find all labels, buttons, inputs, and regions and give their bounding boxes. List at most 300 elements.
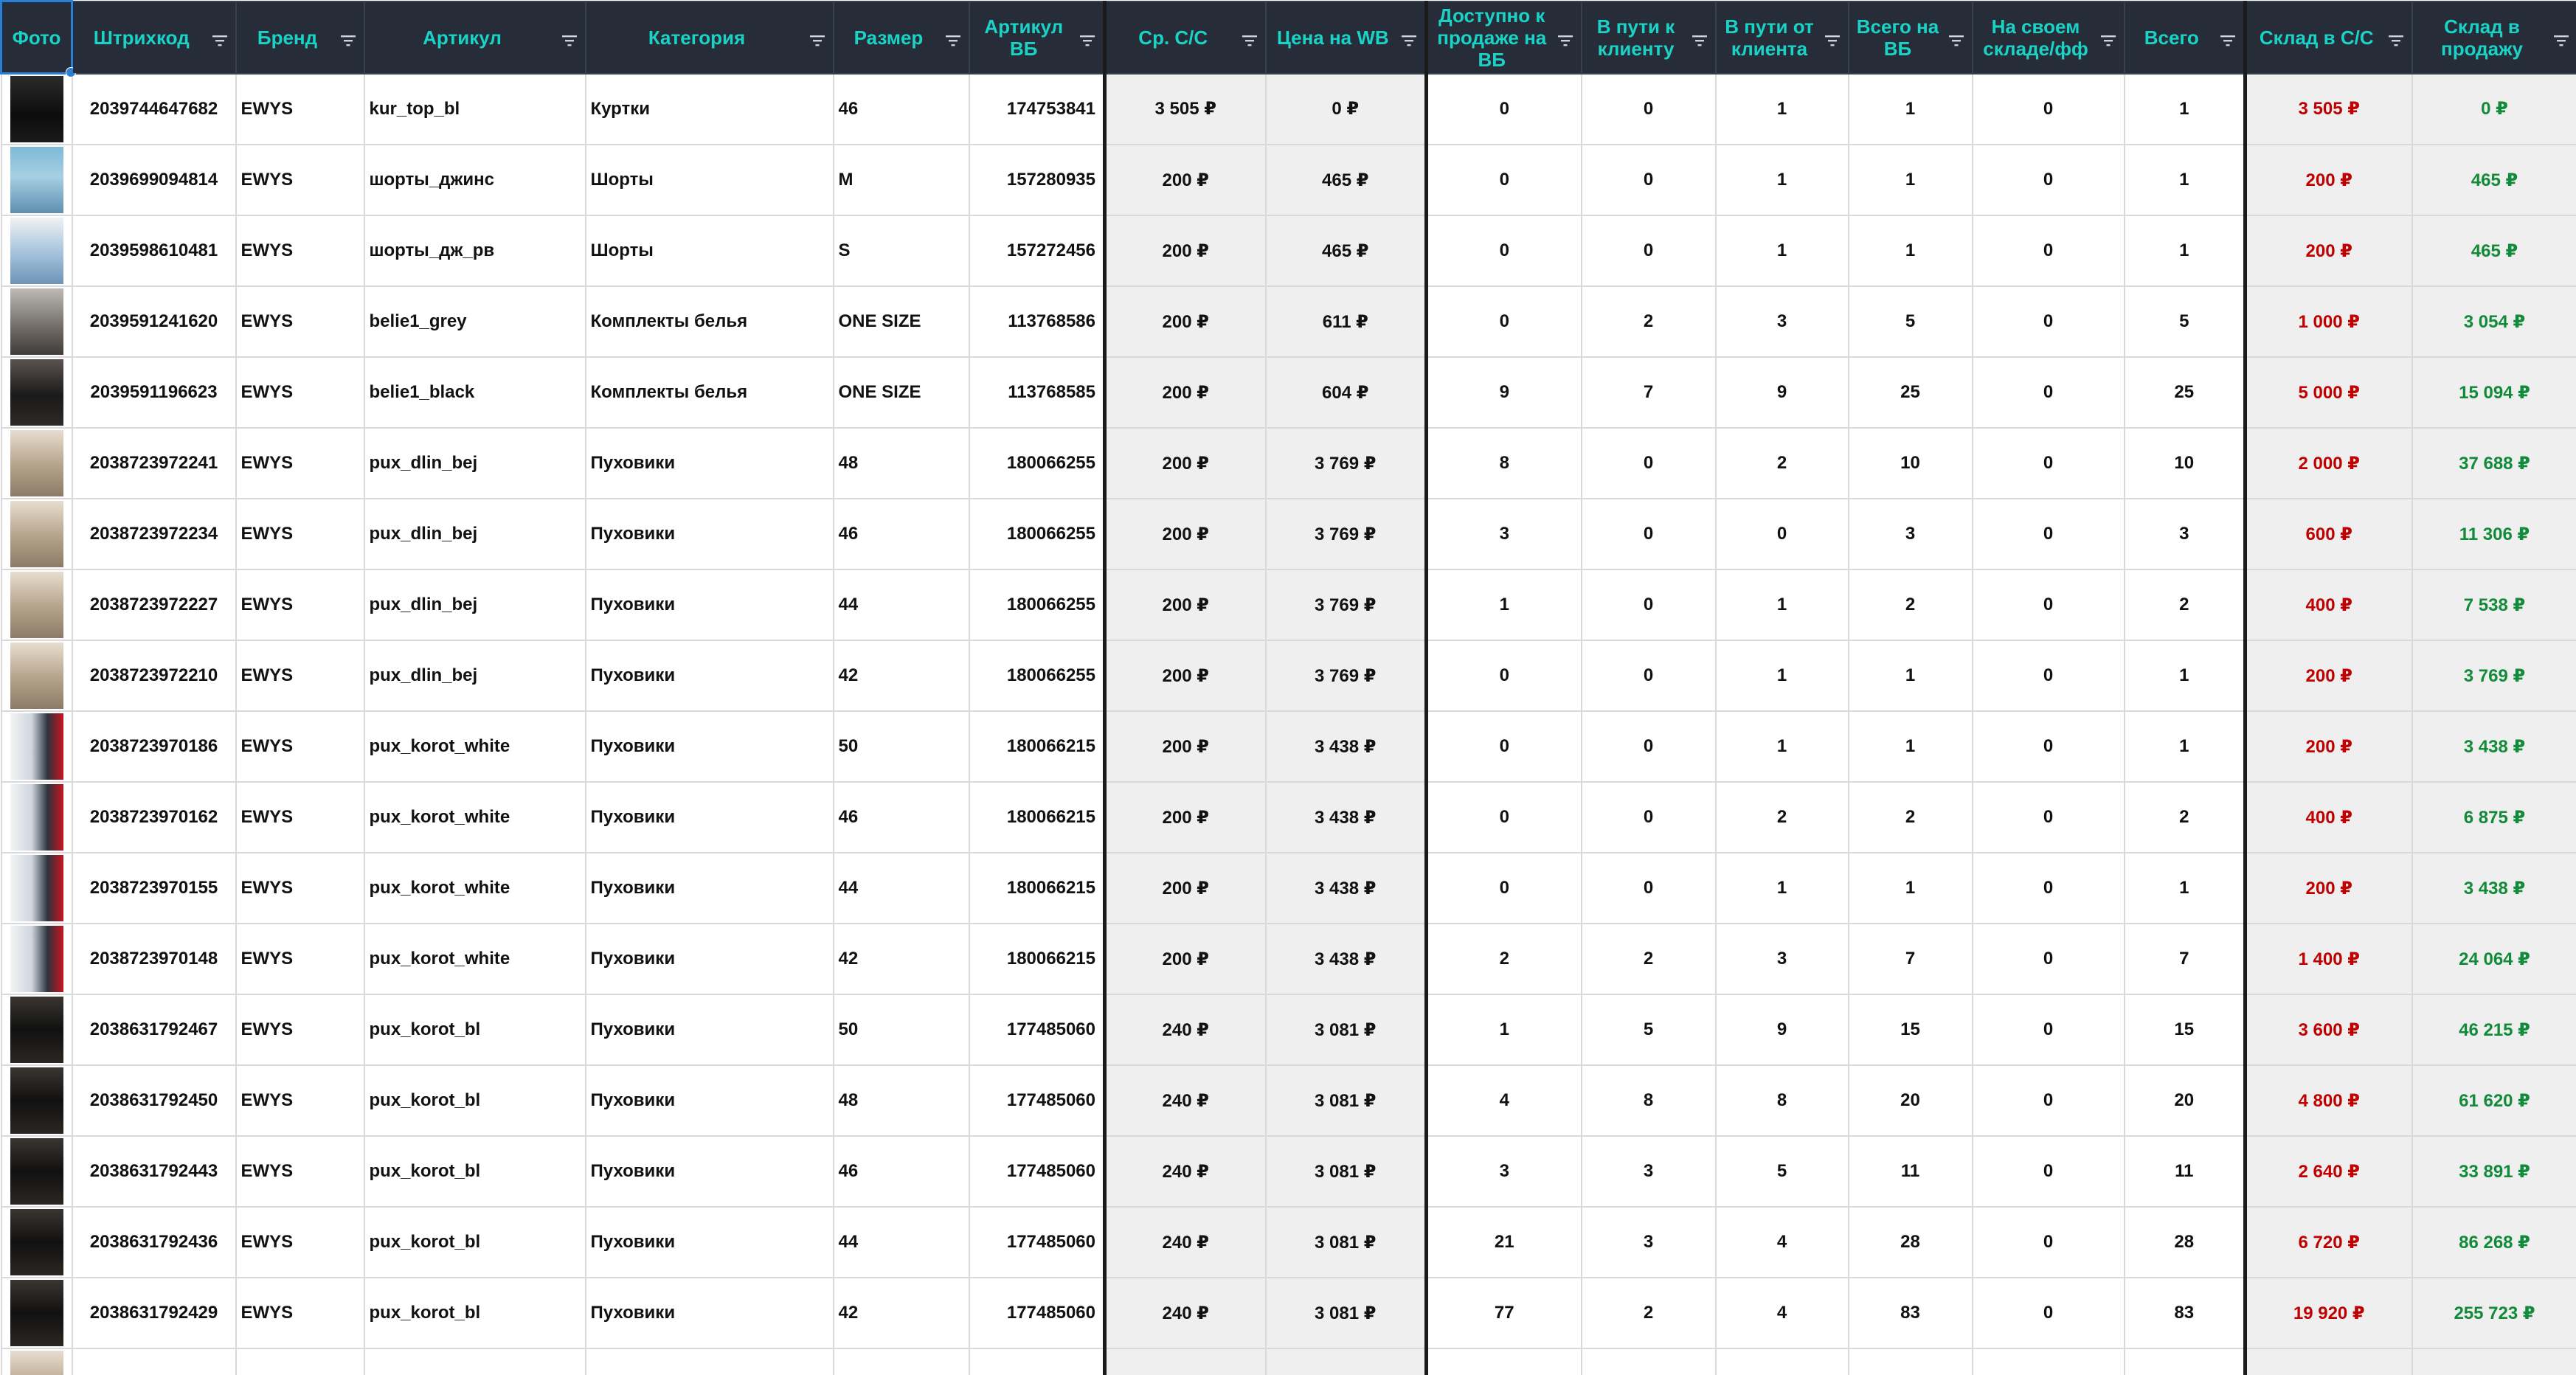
cell-brand[interactable]: EWYS <box>236 1136 364 1207</box>
photo-cell[interactable] <box>1 994 72 1065</box>
cell-wb-article[interactable]: 174753841 <box>969 74 1105 145</box>
cell-cost[interactable]: 200 ₽ <box>1105 499 1266 569</box>
cell-total-wb[interactable]: 7 <box>1849 924 1973 994</box>
cell-barcode[interactable]: 2039744647682 <box>72 74 236 145</box>
cell-total[interactable]: 7 <box>2125 924 2246 994</box>
cell-total[interactable]: 1 <box>2125 74 2246 145</box>
cell-own-stock[interactable]: 0 <box>1973 1136 2125 1207</box>
cell-cost[interactable] <box>1105 1348 1266 1375</box>
cell-stock-cost[interactable]: 400 ₽ <box>2246 782 2412 853</box>
cell-wb-article[interactable]: 157272456 <box>969 215 1105 286</box>
cell-total-wb[interactable]: 25 <box>1849 357 1973 428</box>
cell-article[interactable]: шорты_дж_рв <box>364 215 586 286</box>
filter-icon[interactable] <box>561 30 578 45</box>
cell-stock-sale[interactable]: 255 723 ₽ <box>2412 1278 2576 1348</box>
cell-brand[interactable]: EWYS <box>236 711 364 782</box>
cell-available[interactable]: 4 <box>1427 1065 1582 1136</box>
cell-stock-cost[interactable]: 3 600 ₽ <box>2246 994 2412 1065</box>
column-header-8[interactable] <box>1266 1 1427 74</box>
cell-wb-article[interactable]: 180066215 <box>969 853 1105 924</box>
cell-to-client[interactable]: 0 <box>1582 853 1716 924</box>
table-row[interactable] <box>1 1136 2576 1207</box>
cell-stock-cost[interactable]: 600 ₽ <box>2246 499 2412 569</box>
filter-icon[interactable] <box>2388 30 2404 45</box>
cell-stock-sale[interactable]: 3 054 ₽ <box>2412 286 2576 357</box>
cell-stock-sale[interactable]: 0 ₽ <box>2412 74 2576 145</box>
cell-total-wb[interactable]: 15 <box>1849 994 1973 1065</box>
cell-barcode[interactable]: 2038631792429 <box>72 1278 236 1348</box>
cell-to-client[interactable]: 0 <box>1582 499 1716 569</box>
cell-own-stock[interactable]: 0 <box>1973 145 2125 215</box>
cell-cost[interactable]: 200 ₽ <box>1105 357 1266 428</box>
cell-barcode[interactable]: 2039699094814 <box>72 145 236 215</box>
cell-brand[interactable]: EWYS <box>236 1065 364 1136</box>
cell-available[interactable]: 21 <box>1427 1207 1582 1278</box>
cell-brand[interactable]: EWYS <box>236 782 364 853</box>
cell-size[interactable]: 50 <box>834 994 969 1065</box>
cell-article[interactable]: pux_korot_bl <box>364 994 586 1065</box>
cell-wb-article[interactable]: 180066255 <box>969 499 1105 569</box>
cell-available[interactable]: 0 <box>1427 145 1582 215</box>
cell-total-wb[interactable]: 83 <box>1849 1278 1973 1348</box>
cell-wb-article[interactable]: 180066215 <box>969 711 1105 782</box>
cell-total-wb[interactable]: 20 <box>1849 1065 1973 1136</box>
cell-stock-sale[interactable] <box>2412 1348 2576 1375</box>
cell-article[interactable]: pux_korot_white <box>364 711 586 782</box>
photo-cell[interactable] <box>1 145 72 215</box>
cell-price[interactable]: 604 ₽ <box>1266 357 1427 428</box>
cell-available[interactable]: 77 <box>1427 1278 1582 1348</box>
table-row[interactable] <box>1 853 2576 924</box>
cell-to-client[interactable]: 0 <box>1582 640 1716 711</box>
cell-total[interactable]: 1 <box>2125 711 2246 782</box>
cell-category[interactable]: Пуховики <box>586 1065 834 1136</box>
cell-wb-article[interactable]: 113768586 <box>969 286 1105 357</box>
cell-own-stock[interactable]: 0 <box>1973 1278 2125 1348</box>
cell-stock-sale[interactable]: 86 268 ₽ <box>2412 1207 2576 1278</box>
table-row[interactable] <box>1 215 2576 286</box>
cell-total[interactable]: 11 <box>2125 1136 2246 1207</box>
cell-from-client[interactable]: 1 <box>1716 569 1849 640</box>
cell-total-wb[interactable]: 2 <box>1849 569 1973 640</box>
photo-cell[interactable] <box>1 640 72 711</box>
column-header-4[interactable] <box>586 1 834 74</box>
cell-barcode[interactable]: 2038723972234 <box>72 499 236 569</box>
cell-stock-sale[interactable]: 465 ₽ <box>2412 145 2576 215</box>
cell-brand[interactable]: EWYS <box>236 924 364 994</box>
cell-own-stock[interactable]: 0 <box>1973 994 2125 1065</box>
cell-size[interactable]: 46 <box>834 499 969 569</box>
cell-cost[interactable]: 200 ₽ <box>1105 782 1266 853</box>
cell-stock-cost[interactable]: 200 ₽ <box>2246 853 2412 924</box>
cell-article[interactable]: belie1_grey <box>364 286 586 357</box>
cell-size[interactable]: 46 <box>834 1136 969 1207</box>
photo-cell[interactable] <box>1 1278 72 1348</box>
cell-from-client[interactable]: 4 <box>1716 1207 1849 1278</box>
table-row[interactable] <box>1 924 2576 994</box>
cell-size[interactable] <box>834 1348 969 1375</box>
cell-category[interactable]: Шорты <box>586 215 834 286</box>
cell-category[interactable]: Пуховики <box>586 924 834 994</box>
cell-available[interactable]: 0 <box>1427 640 1582 711</box>
cell-category[interactable]: Пуховики <box>586 711 834 782</box>
cell-available[interactable]: 0 <box>1427 853 1582 924</box>
cell-price[interactable]: 3 438 ₽ <box>1266 711 1427 782</box>
cell-price[interactable]: 3 081 ₽ <box>1266 1278 1427 1348</box>
cell-own-stock[interactable]: 0 <box>1973 640 2125 711</box>
photo-cell[interactable] <box>1 782 72 853</box>
cell-available[interactable]: 8 <box>1427 428 1582 499</box>
cell-total-wb[interactable]: 1 <box>1849 640 1973 711</box>
cell-from-client[interactable]: 1 <box>1716 145 1849 215</box>
cell-brand[interactable]: EWYS <box>236 286 364 357</box>
filter-icon[interactable] <box>2100 30 2116 45</box>
cell-price[interactable]: 611 ₽ <box>1266 286 1427 357</box>
cell-stock-cost[interactable]: 1 000 ₽ <box>2246 286 2412 357</box>
cell-wb-article[interactable]: 177485060 <box>969 1207 1105 1278</box>
cell-total[interactable]: 1 <box>2125 215 2246 286</box>
cell-stock-sale[interactable]: 3 769 ₽ <box>2412 640 2576 711</box>
cell-cost[interactable]: 200 ₽ <box>1105 853 1266 924</box>
cell-total[interactable]: 1 <box>2125 145 2246 215</box>
cell-to-client[interactable]: 7 <box>1582 357 1716 428</box>
cell-cost[interactable]: 200 ₽ <box>1105 215 1266 286</box>
cell-price[interactable]: 3 081 ₽ <box>1266 1136 1427 1207</box>
table-row[interactable] <box>1 1207 2576 1278</box>
cell-brand[interactable]: EWYS <box>236 569 364 640</box>
column-header-15[interactable] <box>2246 1 2412 74</box>
cell-total-wb[interactable]: 1 <box>1849 711 1973 782</box>
cell-stock-cost[interactable]: 200 ₽ <box>2246 640 2412 711</box>
column-header-5[interactable] <box>834 1 969 74</box>
cell-size[interactable]: S <box>834 215 969 286</box>
cell-category[interactable]: Пуховики <box>586 994 834 1065</box>
cell-cost[interactable]: 200 ₽ <box>1105 428 1266 499</box>
cell-total[interactable]: 2 <box>2125 569 2246 640</box>
cell-barcode[interactable]: 2039598610481 <box>72 215 236 286</box>
photo-cell[interactable] <box>1 74 72 145</box>
photo-cell[interactable] <box>1 357 72 428</box>
cell-stock-sale[interactable]: 46 215 ₽ <box>2412 994 2576 1065</box>
cell-category[interactable]: Пуховики <box>586 782 834 853</box>
cell-own-stock[interactable]: 0 <box>1973 74 2125 145</box>
cell-from-client[interactable]: 0 <box>1716 499 1849 569</box>
cell-available[interactable]: 2 <box>1427 924 1582 994</box>
photo-cell[interactable] <box>1 1136 72 1207</box>
cell-stock-cost[interactable]: 3 505 ₽ <box>2246 74 2412 145</box>
photo-cell[interactable] <box>1 569 72 640</box>
cell-to-client[interactable]: 2 <box>1582 286 1716 357</box>
cell-stock-sale[interactable]: 37 688 ₽ <box>2412 428 2576 499</box>
table-row[interactable] <box>1 569 2576 640</box>
table-row[interactable] <box>1 782 2576 853</box>
table-row[interactable] <box>1 640 2576 711</box>
cell-category[interactable]: Куртки <box>586 74 834 145</box>
cell-size[interactable]: 44 <box>834 853 969 924</box>
cell-category[interactable]: Комплекты белья <box>586 357 834 428</box>
cell-available[interactable]: 9 <box>1427 357 1582 428</box>
cell-from-client[interactable]: 1 <box>1716 853 1849 924</box>
cell-to-client[interactable]: 0 <box>1582 569 1716 640</box>
table-row[interactable] <box>1 1278 2576 1348</box>
cell-brand[interactable]: EWYS <box>236 640 364 711</box>
cell-brand[interactable]: EWYS <box>236 74 364 145</box>
cell-total-wb[interactable]: 10 <box>1849 428 1973 499</box>
cell-total-wb[interactable]: 1 <box>1849 74 1973 145</box>
cell-size[interactable]: 44 <box>834 1207 969 1278</box>
cell-cost[interactable]: 3 505 ₽ <box>1105 74 1266 145</box>
column-header-14[interactable] <box>2125 1 2246 74</box>
cell-cost[interactable]: 200 ₽ <box>1105 640 1266 711</box>
cell-price[interactable]: 3 438 ₽ <box>1266 782 1427 853</box>
cell-own-stock[interactable]: 0 <box>1973 357 2125 428</box>
table-row[interactable] <box>1 357 2576 428</box>
cell-total-wb[interactable]: 5 <box>1849 286 1973 357</box>
cell-available[interactable]: 0 <box>1427 711 1582 782</box>
filter-icon[interactable] <box>1948 30 1964 45</box>
cell-price[interactable]: 3 769 ₽ <box>1266 499 1427 569</box>
cell-total-wb[interactable]: 28 <box>1849 1207 1973 1278</box>
cell-size[interactable]: 44 <box>834 569 969 640</box>
cell-barcode[interactable]: 2038723972227 <box>72 569 236 640</box>
cell-available[interactable] <box>1427 1348 1582 1375</box>
cell-wb-article[interactable]: 180066215 <box>969 924 1105 994</box>
cell-stock-cost[interactable]: 1 400 ₽ <box>2246 924 2412 994</box>
table-row[interactable] <box>1 1348 2576 1375</box>
cell-brand[interactable]: EWYS <box>236 428 364 499</box>
cell-total-wb[interactable]: 1 <box>1849 145 1973 215</box>
filter-icon[interactable] <box>1692 30 1708 45</box>
cell-total[interactable]: 25 <box>2125 357 2246 428</box>
photo-cell[interactable] <box>1 853 72 924</box>
cell-own-stock[interactable]: 0 <box>1973 499 2125 569</box>
cell-from-client[interactable]: 2 <box>1716 782 1849 853</box>
cell-total[interactable]: 2 <box>2125 782 2246 853</box>
cell-barcode[interactable]: 2038723972241 <box>72 428 236 499</box>
table-row[interactable] <box>1 711 2576 782</box>
cell-stock-sale[interactable]: 15 094 ₽ <box>2412 357 2576 428</box>
cell-article[interactable]: kur_top_bl <box>364 74 586 145</box>
filter-icon[interactable] <box>1401 30 1417 45</box>
cell-brand[interactable]: EWYS <box>236 215 364 286</box>
filter-icon[interactable] <box>2553 30 2569 45</box>
filter-icon[interactable] <box>340 30 356 45</box>
cell-stock-cost[interactable]: 5 000 ₽ <box>2246 357 2412 428</box>
cell-size[interactable]: M <box>834 145 969 215</box>
cell-wb-article[interactable]: 157280935 <box>969 145 1105 215</box>
column-header-12[interactable] <box>1849 1 1973 74</box>
cell-cost[interactable]: 200 ₽ <box>1105 569 1266 640</box>
cell-article[interactable]: pux_korot_white <box>364 782 586 853</box>
cell-from-client[interactable]: 8 <box>1716 1065 1849 1136</box>
cell-stock-cost[interactable]: 400 ₽ <box>2246 569 2412 640</box>
photo-cell[interactable] <box>1 924 72 994</box>
cell-stock-cost[interactable]: 2 640 ₽ <box>2246 1136 2412 1207</box>
cell-article[interactable]: pux_korot_white <box>364 924 586 994</box>
table-row[interactable] <box>1 499 2576 569</box>
cell-article[interactable]: belie1_black <box>364 357 586 428</box>
cell-total[interactable]: 28 <box>2125 1207 2246 1278</box>
cell-from-client[interactable]: 3 <box>1716 924 1849 994</box>
cell-category[interactable]: Пуховики <box>586 428 834 499</box>
cell-brand[interactable]: EWYS <box>236 357 364 428</box>
cell-from-client[interactable]: 4 <box>1716 1278 1849 1348</box>
column-header-6[interactable] <box>969 1 1105 74</box>
cell-total-wb[interactable]: 1 <box>1849 853 1973 924</box>
cell-to-client[interactable] <box>1582 1348 1716 1375</box>
cell-category[interactable]: Комплекты белья <box>586 286 834 357</box>
cell-cost[interactable]: 240 ₽ <box>1105 994 1266 1065</box>
cell-price[interactable]: 3 438 ₽ <box>1266 853 1427 924</box>
cell-available[interactable]: 1 <box>1427 569 1582 640</box>
cell-total[interactable]: 5 <box>2125 286 2246 357</box>
cell-own-stock[interactable]: 0 <box>1973 428 2125 499</box>
filter-icon[interactable] <box>2220 30 2236 45</box>
cell-barcode[interactable]: 2038723970155 <box>72 853 236 924</box>
filter-icon[interactable] <box>1242 30 1258 45</box>
photo-cell[interactable] <box>1 711 72 782</box>
cell-stock-sale[interactable]: 465 ₽ <box>2412 215 2576 286</box>
cell-cost[interactable]: 240 ₽ <box>1105 1065 1266 1136</box>
cell-size[interactable]: 48 <box>834 1065 969 1136</box>
cell-wb-article[interactable]: 180066255 <box>969 428 1105 499</box>
cell-article[interactable]: pux_dlin_bej <box>364 428 586 499</box>
cell-brand[interactable] <box>236 1348 364 1375</box>
cell-wb-article[interactable]: 177485060 <box>969 1278 1105 1348</box>
cell-to-client[interactable]: 0 <box>1582 428 1716 499</box>
cell-size[interactable]: ONE SIZE <box>834 286 969 357</box>
cell-cost[interactable]: 240 ₽ <box>1105 1278 1266 1348</box>
column-header-9[interactable] <box>1427 1 1582 74</box>
cell-from-client[interactable]: 1 <box>1716 711 1849 782</box>
cell-own-stock[interactable]: 0 <box>1973 782 2125 853</box>
cell-price[interactable]: 3 438 ₽ <box>1266 924 1427 994</box>
cell-brand[interactable]: EWYS <box>236 499 364 569</box>
cell-total-wb[interactable]: 11 <box>1849 1136 1973 1207</box>
cell-total[interactable]: 3 <box>2125 499 2246 569</box>
cell-wb-article[interactable]: 177485060 <box>969 1065 1105 1136</box>
cell-price[interactable]: 3 769 ₽ <box>1266 569 1427 640</box>
cell-to-client[interactable]: 2 <box>1582 1278 1716 1348</box>
cell-own-stock[interactable]: 0 <box>1973 1065 2125 1136</box>
cell-stock-sale[interactable]: 33 891 ₽ <box>2412 1136 2576 1207</box>
cell-stock-cost[interactable]: 200 ₽ <box>2246 145 2412 215</box>
cell-total[interactable]: 1 <box>2125 640 2246 711</box>
column-header-0[interactable] <box>1 1 72 74</box>
filter-icon[interactable] <box>1557 30 1573 45</box>
cell-from-client[interactable] <box>1716 1348 1849 1375</box>
cell-to-client[interactable]: 8 <box>1582 1065 1716 1136</box>
cell-brand[interactable]: EWYS <box>236 853 364 924</box>
cell-category[interactable]: Пуховики <box>586 853 834 924</box>
filter-icon[interactable] <box>212 30 228 45</box>
table-row[interactable] <box>1 428 2576 499</box>
cell-article[interactable]: pux_dlin_bej <box>364 569 586 640</box>
cell-own-stock[interactable]: 0 <box>1973 286 2125 357</box>
cell-barcode[interactable]: 2039591241620 <box>72 286 236 357</box>
cell-cost[interactable]: 200 ₽ <box>1105 145 1266 215</box>
cell-wb-article[interactable]: 180066255 <box>969 640 1105 711</box>
cell-cost[interactable]: 200 ₽ <box>1105 286 1266 357</box>
cell-wb-article[interactable]: 177485060 <box>969 1136 1105 1207</box>
cell-total[interactable]: 20 <box>2125 1065 2246 1136</box>
cell-total[interactable] <box>2125 1348 2246 1375</box>
cell-article[interactable]: pux_korot_bl <box>364 1207 586 1278</box>
cell-stock-sale[interactable]: 61 620 ₽ <box>2412 1065 2576 1136</box>
cell-stock-cost[interactable]: 2 000 ₽ <box>2246 428 2412 499</box>
cell-available[interactable]: 3 <box>1427 1136 1582 1207</box>
cell-price[interactable]: 3 081 ₽ <box>1266 994 1427 1065</box>
cell-to-client[interactable]: 3 <box>1582 1207 1716 1278</box>
cell-article[interactable] <box>364 1348 586 1375</box>
cell-stock-sale[interactable]: 11 306 ₽ <box>2412 499 2576 569</box>
cell-size[interactable]: 46 <box>834 74 969 145</box>
cell-own-stock[interactable]: 0 <box>1973 1207 2125 1278</box>
cell-total-wb[interactable] <box>1849 1348 1973 1375</box>
cell-price[interactable]: 3 769 ₽ <box>1266 428 1427 499</box>
cell-barcode[interactable]: 2038723970162 <box>72 782 236 853</box>
cell-barcode[interactable]: 2038631792450 <box>72 1065 236 1136</box>
cell-barcode[interactable] <box>72 1348 236 1375</box>
filter-icon[interactable] <box>1824 30 1841 45</box>
cell-article[interactable]: pux_dlin_bej <box>364 499 586 569</box>
photo-cell[interactable] <box>1 286 72 357</box>
cell-article[interactable]: pux_korot_white <box>364 853 586 924</box>
cell-total[interactable]: 15 <box>2125 994 2246 1065</box>
cell-size[interactable]: 42 <box>834 1278 969 1348</box>
cell-price[interactable]: 3 769 ₽ <box>1266 640 1427 711</box>
photo-cell[interactable] <box>1 428 72 499</box>
cell-category[interactable]: Пуховики <box>586 640 834 711</box>
cell-size[interactable]: 46 <box>834 782 969 853</box>
cell-category[interactable]: Шорты <box>586 145 834 215</box>
cell-from-client[interactable]: 9 <box>1716 994 1849 1065</box>
cell-brand[interactable]: EWYS <box>236 145 364 215</box>
cell-article[interactable]: pux_dlin_bej <box>364 640 586 711</box>
cell-total-wb[interactable]: 1 <box>1849 215 1973 286</box>
cell-from-client[interactable]: 1 <box>1716 215 1849 286</box>
filter-icon[interactable] <box>809 30 825 45</box>
cell-wb-article[interactable]: 180066215 <box>969 782 1105 853</box>
cell-to-client[interactable]: 0 <box>1582 711 1716 782</box>
cell-available[interactable]: 0 <box>1427 782 1582 853</box>
cell-total[interactable]: 83 <box>2125 1278 2246 1348</box>
cell-barcode[interactable]: 2038723970186 <box>72 711 236 782</box>
cell-cost[interactable]: 240 ₽ <box>1105 1136 1266 1207</box>
table-row[interactable] <box>1 1065 2576 1136</box>
cell-stock-sale[interactable]: 3 438 ₽ <box>2412 711 2576 782</box>
cell-stock-cost[interactable]: 19 920 ₽ <box>2246 1278 2412 1348</box>
cell-barcode[interactable]: 2038631792436 <box>72 1207 236 1278</box>
column-header-7[interactable] <box>1105 1 1266 74</box>
cell-wb-article[interactable] <box>969 1348 1105 1375</box>
column-header-11[interactable] <box>1716 1 1849 74</box>
column-header-10[interactable] <box>1582 1 1716 74</box>
cell-price[interactable]: 465 ₽ <box>1266 145 1427 215</box>
cell-to-client[interactable]: 0 <box>1582 782 1716 853</box>
cell-available[interactable]: 0 <box>1427 215 1582 286</box>
cell-available[interactable]: 3 <box>1427 499 1582 569</box>
cell-cost[interactable]: 200 ₽ <box>1105 924 1266 994</box>
cell-barcode[interactable]: 2038723970148 <box>72 924 236 994</box>
filter-icon[interactable] <box>945 30 961 45</box>
cell-article[interactable]: шорты_джинс <box>364 145 586 215</box>
cell-stock-cost[interactable]: 200 ₽ <box>2246 711 2412 782</box>
cell-to-client[interactable]: 3 <box>1582 1136 1716 1207</box>
photo-cell[interactable] <box>1 499 72 569</box>
cell-brand[interactable]: EWYS <box>236 1278 364 1348</box>
cell-stock-sale[interactable]: 6 875 ₽ <box>2412 782 2576 853</box>
